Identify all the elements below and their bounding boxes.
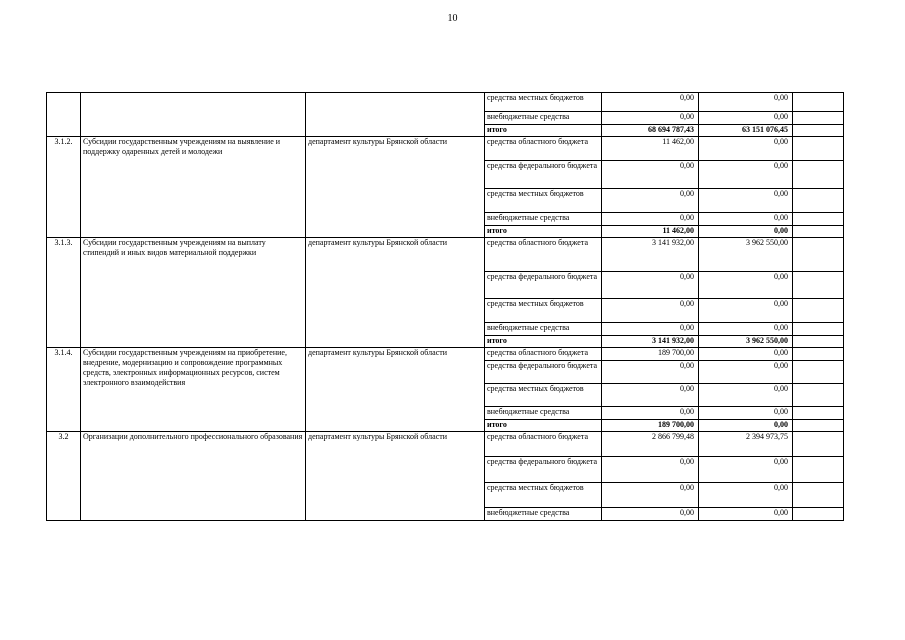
amount-col-1: 0,00 xyxy=(602,189,699,213)
funding-source: средства федерального бюджета xyxy=(485,361,602,384)
funding-source: средства федерального бюджета xyxy=(485,161,602,189)
amount-col-2: 0,00 xyxy=(699,213,793,226)
empty-cell xyxy=(793,272,844,299)
empty-cell xyxy=(793,137,844,161)
funding-source: средства местных бюджетов xyxy=(485,483,602,508)
empty-cell xyxy=(793,93,844,112)
amount-col-2: 0,00 xyxy=(699,420,793,432)
item-name: Организации дополнительного профессионального образования xyxy=(81,432,306,521)
amount-col-1: 11 462,00 xyxy=(602,137,699,161)
funding-source: средства федерального бюджета xyxy=(485,457,602,483)
amount-col-1: 11 462,00 xyxy=(602,226,699,238)
executor: департамент культуры Брянской области xyxy=(306,238,485,348)
funding-source: средства местных бюджетов xyxy=(485,93,602,112)
amount-col-2: 0,00 xyxy=(699,226,793,238)
item-number xyxy=(47,93,81,137)
item-number: 3.1.2. xyxy=(47,137,81,238)
funding-source: итого xyxy=(485,420,602,432)
funding-source: средства областного бюджета xyxy=(485,432,602,457)
funding-source: внебюджетные средства xyxy=(485,213,602,226)
amount-col-2: 0,00 xyxy=(699,189,793,213)
funding-source: средства местных бюджетов xyxy=(485,384,602,407)
item-name: Субсидии государственным учреждениям на выплату стипендий и иных видов материальной поддержки xyxy=(81,238,306,348)
funding-source: средства областного бюджета xyxy=(485,348,602,361)
amount-col-1: 189 700,00 xyxy=(602,420,699,432)
funding-source: итого xyxy=(485,226,602,238)
funding-source: средства областного бюджета xyxy=(485,137,602,161)
empty-cell xyxy=(793,125,844,137)
empty-cell xyxy=(793,238,844,272)
empty-cell xyxy=(793,336,844,348)
amount-col-2: 0,00 xyxy=(699,299,793,323)
funding-source: итого xyxy=(485,336,602,348)
amount-col-2: 0,00 xyxy=(699,161,793,189)
empty-cell xyxy=(793,226,844,238)
amount-col-2: 3 962 550,00 xyxy=(699,238,793,272)
item-name: Субсидии государственным учреждениям на приобретение, внедрение, модернизацию и сопровождение программных средств, электронных информационных ресурсов, систем электронного взаимодействия xyxy=(81,348,306,432)
empty-cell xyxy=(793,112,844,125)
amount-col-1: 0,00 xyxy=(602,299,699,323)
empty-cell xyxy=(793,384,844,407)
amount-col-1: 68 694 787,43 xyxy=(602,125,699,137)
amount-col-1: 0,00 xyxy=(602,407,699,420)
funding-source: итого xyxy=(485,125,602,137)
executor: департамент культуры Брянской области xyxy=(306,137,485,238)
amount-col-1: 2 866 799,48 xyxy=(602,432,699,457)
executor: департамент культуры Брянской области xyxy=(306,348,485,432)
amount-col-1: 0,00 xyxy=(602,483,699,508)
empty-cell xyxy=(793,432,844,457)
amount-col-1: 0,00 xyxy=(602,213,699,226)
amount-col-2: 0,00 xyxy=(699,323,793,336)
table-row xyxy=(47,348,844,361)
empty-cell xyxy=(793,457,844,483)
funding-source: средства федерального бюджета xyxy=(485,272,602,299)
table-row xyxy=(47,432,844,457)
amount-col-1: 0,00 xyxy=(602,112,699,125)
funding-source: средства местных бюджетов xyxy=(485,189,602,213)
amount-col-1: 0,00 xyxy=(602,457,699,483)
funding-source: внебюджетные средства xyxy=(485,508,602,521)
amount-col-2: 0,00 xyxy=(699,407,793,420)
amount-col-1: 0,00 xyxy=(602,272,699,299)
empty-cell xyxy=(793,213,844,226)
amount-col-2: 0,00 xyxy=(699,93,793,112)
amount-col-2: 2 394 973,75 xyxy=(699,432,793,457)
amount-col-2: 0,00 xyxy=(699,483,793,508)
item-name xyxy=(81,93,306,137)
empty-cell xyxy=(793,189,844,213)
amount-col-2: 0,00 xyxy=(699,272,793,299)
funding-source: внебюджетные средства xyxy=(485,407,602,420)
amount-col-2: 0,00 xyxy=(699,384,793,407)
amount-col-2: 63 151 076,45 xyxy=(699,125,793,137)
table-row xyxy=(47,93,844,112)
amount-col-2: 0,00 xyxy=(699,137,793,161)
funding-source: внебюджетные средства xyxy=(485,323,602,336)
item-number: 3.2 xyxy=(47,432,81,521)
empty-cell xyxy=(793,323,844,336)
amount-col-2: 0,00 xyxy=(699,112,793,125)
executor xyxy=(306,93,485,137)
table-row xyxy=(47,238,844,272)
funding-source: средства областного бюджета xyxy=(485,238,602,272)
budget-table-body xyxy=(47,93,844,521)
budget-table xyxy=(46,92,844,521)
amount-col-1: 3 141 932,00 xyxy=(602,336,699,348)
amount-col-1: 0,00 xyxy=(602,384,699,407)
amount-col-1: 3 141 932,00 xyxy=(602,238,699,272)
funding-source: средства местных бюджетов xyxy=(485,299,602,323)
empty-cell xyxy=(793,508,844,521)
amount-col-1: 189 700,00 xyxy=(602,348,699,361)
empty-cell xyxy=(793,161,844,189)
funding-source: внебюджетные средства xyxy=(485,112,602,125)
page-number: 10 xyxy=(447,13,458,24)
empty-cell xyxy=(793,420,844,432)
table-row xyxy=(47,137,844,161)
item-number: 3.1.3. xyxy=(47,238,81,348)
amount-col-2: 0,00 xyxy=(699,508,793,521)
item-number: 3.1.4. xyxy=(47,348,81,432)
amount-col-1: 0,00 xyxy=(602,161,699,189)
amount-col-1: 0,00 xyxy=(602,508,699,521)
amount-col-2: 3 962 550,00 xyxy=(699,336,793,348)
empty-cell xyxy=(793,483,844,508)
empty-cell xyxy=(793,361,844,384)
empty-cell xyxy=(793,299,844,323)
amount-col-1: 0,00 xyxy=(602,361,699,384)
amount-col-2: 0,00 xyxy=(699,457,793,483)
item-name: Субсидии государственным учреждениям на выявление и поддержку одаренных детей и молодежи xyxy=(81,137,306,238)
amount-col-2: 0,00 xyxy=(699,348,793,361)
amount-col-1: 0,00 xyxy=(602,93,699,112)
empty-cell xyxy=(793,348,844,361)
amount-col-1: 0,00 xyxy=(602,323,699,336)
empty-cell xyxy=(793,407,844,420)
amount-col-2: 0,00 xyxy=(699,361,793,384)
executor: департамент культуры Брянской области xyxy=(306,432,485,521)
